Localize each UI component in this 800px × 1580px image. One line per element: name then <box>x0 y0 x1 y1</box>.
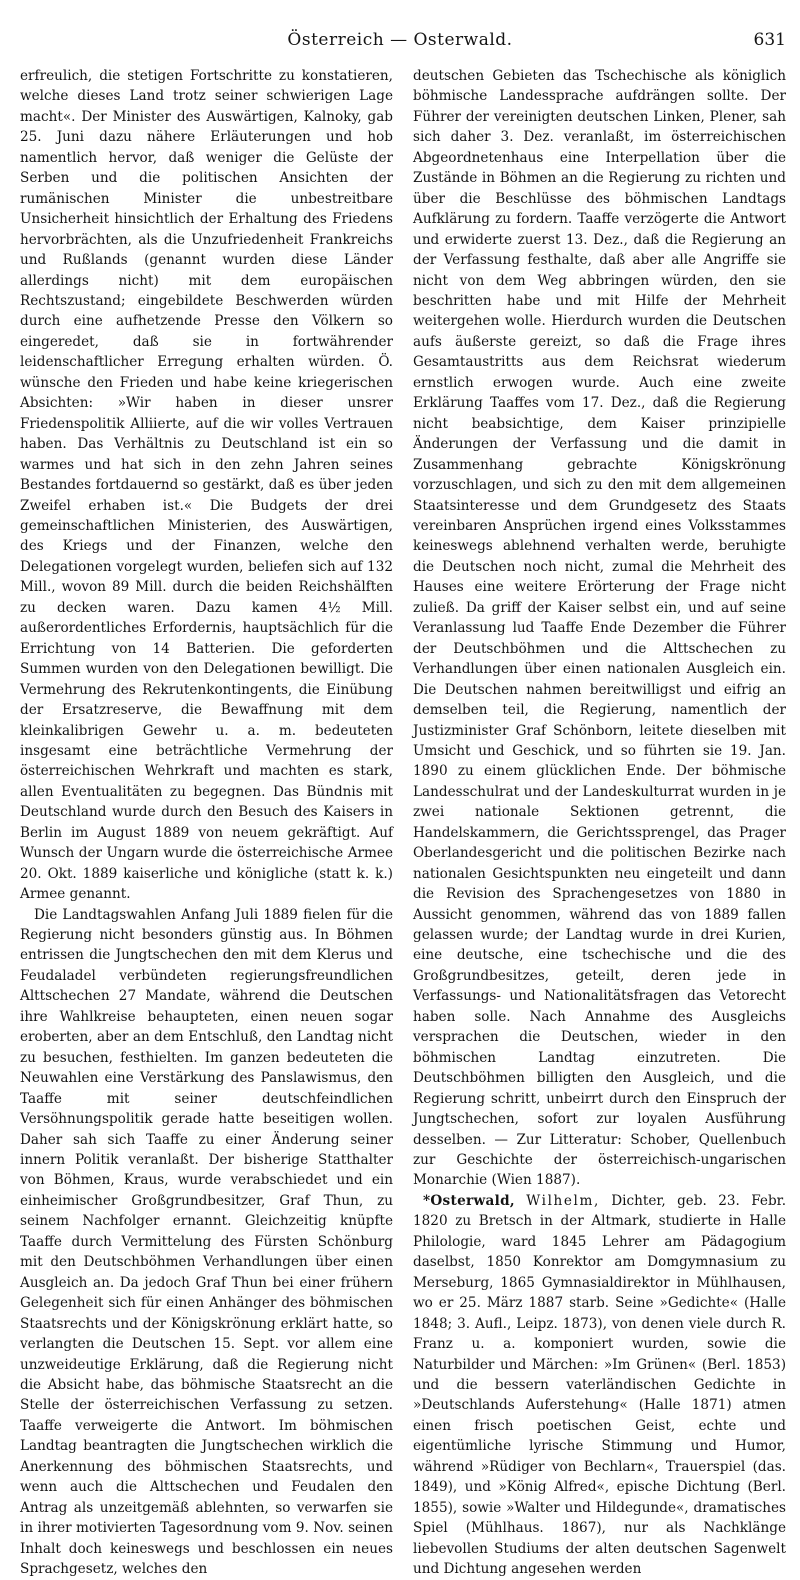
page-header <box>0 30 800 54</box>
dictionary-entry <box>413 1191 786 1580</box>
entry-body: Dichter, geb. 23. Febr. 1820 zu Bretsch in der Altmark, studierte in Halle Philologie, ward 1845 Lehrer am Pädagogium daselbst, 1850 Konrektor am Domgymnasium zu Merseburg, 1865 Gymnasialdirektor in Mühlhausen, wo er 25. März 1887 starb. Seine »Gedichte« (Halle 1848; 3. Aufl., Leipz. 1873), von denen viele durch R. Franz u. a. komponiert wurden, sowie die Naturbilder und Märchen: »Im Grünen« (Berl. 1853) und die bessern vaterländischen Gedichte in »Deutschlands Auferstehung« (Halle 1871) atmen einen frisch poetischen Geist, echte und eigentümliche lyrische Stimmung und Humor, während »Rüdiger von Bechlarn«, Trauerspiel (das. 1849), und »König Alfred«, epische Dichtung (Berl. 1855), sowie »Walter und Hildegunde«, dramatisches Spiel (Mühlhaus. 1867), nur als Nachklänge liebevollen Studiums der alten deutschen Sagenwelt und Dichtung angesehen werden <box>413 1192 787 1578</box>
text-columns <box>20 66 787 1578</box>
page-number: 631 <box>753 30 786 50</box>
entry-headword: *Osterwald, <box>423 1192 515 1209</box>
running-title: Österreich — Osterwald. <box>287 30 513 50</box>
paragraph: deutschen Gebieten das Tschechische als königlich böhmische Landessprache aufdrängen sollte. Der Führer der vereinigten deutschen Linken, Plener, sah sich daher 3. Dez. veranlaßt, im österreichischen Abgeordnetenhaus eine Interpellation über die Zustände in Böhmen an die Regierung zu richten und über die Beschlüsse des böhmischen Landtags Aufklärung zu fordern. Taaffe verzögerte die Antwort und erwiderte zuerst 13. Dez., daß die Regierung an der Verfassung festhalte, daß aber alle Angriffe sie nicht von dem Weg abbringen würden, den sie beschritten habe und mit Hilfe der Mehrheit weitergehen wolle. Hierdurch wurden die Deutschen aufs äußerste gereizt, so daß die Frage ihres Gesamtaustritts aus dem Reichsrat wiederum ernstlich erwogen wurde. Auch eine zweite Erklärung Taaffes vom 17. Dez., daß die Regierung nicht beabsichtige, dem Kaiser prinzipielle Änderungen der Verfassung und die damit in Zusammenhang gebrachte Königskrönung vorzuschlagen, und sich zu den mit dem allgemeinen Staatsinteresse und dem Grundgesetz des Staats vereinbaren Ansprüchen irgend eines Volksstammes keineswegs ablehnend verhalten werde, beruhigte die Deutschen noch nicht, zumal die Mehrheit des Hauses eine weitere Erörterung der Frage nicht zuließ. Da griff der Kaiser selbst ein, und auf seine Veranlassung lud Taaffe Ende Dezember die Führer der Deutschböhmen und die Alttschechen zu Verhandlungen über einen nationalen Ausgleich ein. Die Deutschen nahmen bereitwilligst und eifrig an demselben teil, die Regierung, namentlich der Justizminister Graf Schönborn, leitete dieselben mit Umsicht und Geschick, und so führten sie 19. Jan. 1890 zu einem glücklichen Ende. Der böhmische Landesschulrat und der Landeskulturrat wurden in je zwei nationale Sektionen getrennt, die Handelskammern, die Gerichtssprengel, das Prager Oberlandesgericht und die politischen Bezirke nach nationalen Gesichtspunkten neu eingeteilt und dann die Revision des Sprachengesetzes von 1880 in Aussicht genommen, während das von 1889 fallen gelassen wurde; der Landtag wurde in drei Kurien, eine deutsche, eine tschechische und die des Großgrundbesitzes, geteilt, deren jede in Verfassungs- und Nationalitätsfragen das Vetorecht haben solle. Nach Annahme des Ausgleichs versprachen die Deutschen, wieder in den böhmischen Landtag einzutreten. Die Deutschböhmen billigten den Ausgleich, und die Regierung schritt, unbeirrt durch den Einspruch der Jungtschechen, sofort zur loyalen Ausführung desselben. — Zur Litteratur: Schober, Quellenbuch zur Geschichte der österreichisch-ungarischen Monarchie (Wien 1887). <box>413 68 786 1189</box>
paragraph: Die Landtagswahlen Anfang Juli 1889 fielen für die Regierung nicht besonders günstig aus. In Böhmen entrissen die Jungtschechen den mit dem Klerus und Feudaladel verbündeten regierungsfreundlichen Alttschechen 27 Mandate, während die Deutschen ihre Wahlkreise behaupteten, einen neuen sogar eroberten, aber an dem Entschluß, den Landtag nicht zu besuchen, festhielten. Im ganzen bedeuteten die Neuwahlen eine Verstärkung des Panslawismus, den Taaffe mit seiner deutschfeindlichen Versöhnungspolitik gerade hatte beseitigen wollen. Daher sah sich Taaffe zu einer Änderung seiner innern Politik veranlaßt. Der bisherige Statthalter von Böhmen, Kraus, wurde verabschiedet und ein einheimischer Großgrundbesitzer, Graf Thun, zu seinem Nachfolger ernannt. Gleichzeitig knüpfte Taaffe durch Vermittelung des Fürsten Schönburg mit den Deutschböhmen Verhandlungen über einen Ausgleich an. Da jedoch Graf Thun bei einer frühern Gelegenheit sich für einen Anhänger des böhmischen Staatsrechts und der Königskrönung erklärt hatte, so verlangten die Deutschen 15. Sept. vor allem eine unzweideutige Erklärung, daß die Regierung nicht die Absicht habe, das böhmische Staatsrecht an die Stelle der österreichischen Verfassung zu setzen. Taaffe verweigerte die Antwort. Im böhmischen Landtag beantragten die Jungtschechen wirklich die Anerkennung des böhmischen Staatsrechts, und wenn auch die Alttschechen und Feudalen den Antrag als unzeitgemäß ablehnten, so verwarfen sie in ihrer motivierten Tagesordnung vom 9. Nov. seinen Inhalt doch keineswegs und beschlossen ein neues Sprachgesetz, welches den <box>20 906 393 1578</box>
right-column <box>413 66 787 1578</box>
entry-name: Wilhelm, <box>526 1192 600 1209</box>
left-column <box>20 66 393 1578</box>
paragraph: erfreulich, die stetigen Fortschritte zu konstatieren, welche dieses Land trotz seiner schwierigen Lage macht«. Der Minister des Auswärtigen, Kalnoky, gab 25. Juni dazu nähere Erläuterungen und hob namentlich hervor, daß weniger die Gelüste der Serben und die politischen Ansichten der rumänischen Minister die unbestreitbare Unsicherheit hinsichtlich der Erhaltung des Friedens hervorbrächten, als die Unzufriedenheit Frankreichs und Rußlands (genannt wurden diese Länder allerdings nicht) mit dem europäischen Rechtszustand; eingebildete Beschwerden würden durch eine aufhetzende Presse den Völkern so eingeredet, daß sie in fortwährender leidenschaftlicher Erregung erhalten würden. Ö. wünsche den Frieden und habe keine kriegerischen Absichten: »Wir haben in dieser unsrer Friedenspolitik Alliierte, auf die wir volles Vertrauen haben. Das Verhältnis zu Deutschland ist ein so warmes und hat sich in den zehn Jahren seines Bestandes fortdauernd so gestärkt, daß es über jeden Zweifel erhaben ist.« Die Budgets der drei gemeinschaftlichen Ministerien, des Auswärtigen, des Kriegs und der Finanzen, welche den Delegationen vorgelegt wurden, beliefen sich auf 132 Mill., wovon 89 Mill. durch die beiden Reichshälften zu decken waren. Dazu kamen 4½ Mill. außerordentliches Erfordernis, hauptsächlich für die Errichtung von 14 Batterien. Die geforderten Summen wurden von den Delegationen bewilligt. Die Vermehrung des Rekrutenkontingents, die Einübung der Ersatzreserve, die Bewaffnung mit dem kleinkalibrigen Gewehr u. a. m. bedeuteten insgesamt eine beträchtliche Vermehrung der österreichischen Wehrkraft und machten es stark, allen Eventualitäten zu begegnen. Das Bündnis mit Deutschland wurde durch den Besuch des Kaisers in Berlin im August 1889 von neuem gekräftigt. Auf Wunsch der Ungarn wurde die österreichische Armee 20. Okt. 1889 kaiserliche und königliche (statt k. k.) Armee genannt. <box>20 68 393 903</box>
